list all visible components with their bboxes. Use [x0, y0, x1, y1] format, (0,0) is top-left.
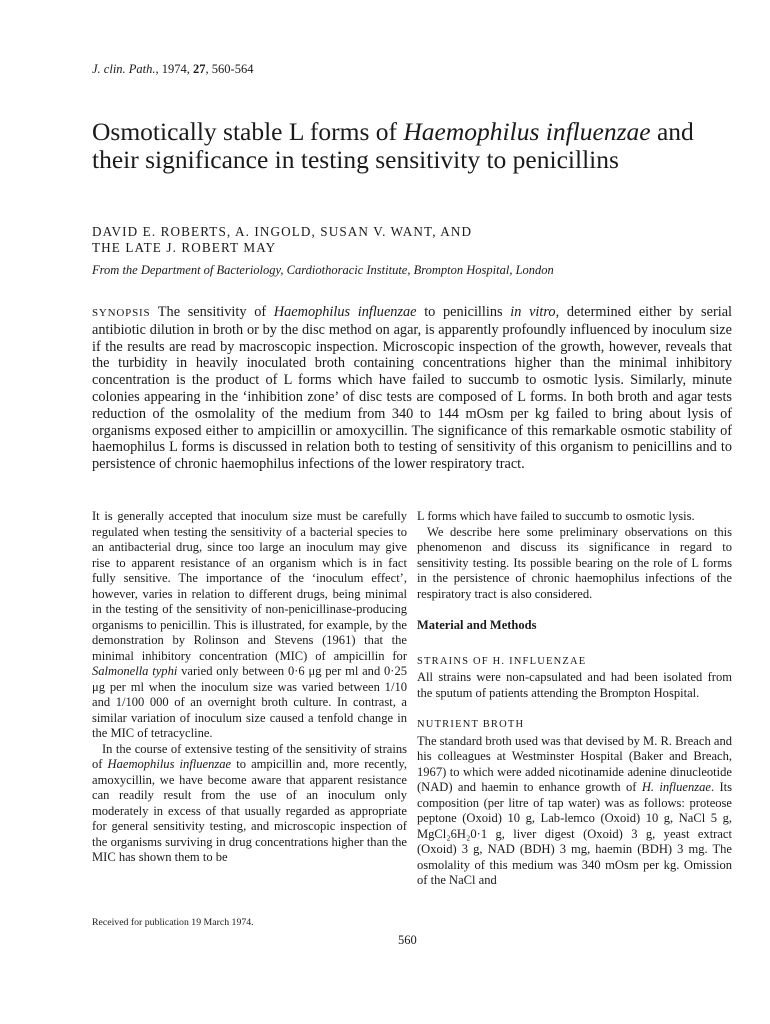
right-column [417, 509, 732, 889]
intro-paragraph-2: In the course of extensive testing of the sensitivity of strains of Haemophilus influenzae to ampicillin and, more recently, amoxycillin, we have become aware that apparent resistance can readily result from the use of an inoculum only moderately in excess of that usually regarded as appropriate for general sensitivity testing, and microscopic inspection of the organisms surviving in drug concentrations higher than the MIC has shown them to be [92, 741, 408, 864]
journal-volume: 27 [193, 62, 206, 76]
synopsis-label: SYNOPSIS [92, 307, 151, 319]
subheading-nutrient-broth: NUTRIENT BROTH [417, 719, 525, 730]
journal-citation [92, 62, 253, 77]
left-column [92, 509, 407, 866]
author-list: DAVID E. ROBERTS, A. INGOLD, SUSAN V. WANT, AND THE LATE J. ROBERT MAY [92, 224, 473, 255]
journal-year: , 1974, [155, 62, 194, 76]
broth-paragraph: The standard broth used was that devised by M. R. Breach and his colleagues at Westminster Hospital (Baker and Breach, 1967) to which were added nicotinamide adenine dinucleotide (NAD) and haemin to enhance growth of H. influenzae. Its composition (per litre of tap water) was as follows: proteose peptone (Oxoid) 10 g, Lab-lemco (Oxoid) 10 g, NaCl 5 g, MgCl₂6H₂0·1 g, liver digest (Oxoid) 3 g, yeast extract (Oxoid) 3 g, NAD (BDH) 3 mg, haemin (BDH) 3 mg. The osmolality of this medium was 340 mOsm per kg. Omission of the NaCl and [417, 733, 732, 887]
intro-paragraph-4: We describe here some preliminary observations on this phenomenon and discuss its significance in regard to sensitivity testing. Its possible bearing on the role of L forms in the persistence of chronic haemophilus infections of the respiratory tract is also considered. [417, 524, 732, 601]
received-note: Received for publication 19 March 1974. [92, 917, 254, 928]
strains-paragraph: All strains were non-capsulated and had been isolated from the sputum of patients attending the Brompton Hospital. [417, 670, 732, 700]
page-number: 560 [398, 933, 417, 947]
intro-paragraph-3: L forms which have failed to succumb to osmotic lysis. [417, 509, 695, 523]
journal-name: J. clin. Path. [92, 62, 156, 76]
subheading-strains: STRAINS OF H. INFLUENZAE [417, 655, 587, 667]
synopsis: SYNOPSIS The sensitivity of Haemophilus influenzae to penicillins in vitro, determined either by serial antibiotic dilution in broth or by the disc method on agar, is apparently profoundly influenced by inoculum size if the results are read by macroscopic inspection. Microscopic inspection of the growth, however, reveals that the turbidity in heavily inoculated broth containing concentrations higher than the minimal inhibitory concentration is the product of L forms which have failed to succumb to osmotic lysis. Similarly, minute colonies appearing in the ‘inhibition zone’ of disc tests are composed of L forms. In both broth and agar tests reduction of the osmolality of the medium from 340 to 144 mOsm per kg failed to bring about lysis of organisms exposed either to ampicillin or amoxycillin. The significance of this remarkable osmotic stability of haemophilus L forms is discussed in relation both to testing of sensitivity of this organism to penicillins and to persistence of chronic haemophilus infections of the lower respiratory tract. [92, 304, 733, 473]
affiliation: From the Department of Bacteriology, Cardiothoracic Institute, Brompton Hospital, London [92, 263, 554, 277]
intro-paragraph-1: It is generally accepted that inoculum size must be carefully regulated when testing the sensitivity of a bacterial species to an antibacterial drug, since too large an inoculum may give rise to apparent resistance of an organism which is in fact fully sensitive. The importance of the ‘inoculum effect’, however, varies in relation to different drugs, being minimal in the testing of the sensitivity of non-penicillinase-producing organisms to penicillin. This is illustrated, for example, by the demonstration by Rolinson and Stevens (1961) that the minimal inhibitory concentration (MIC) of ampicillin for Salmonella typhi varied only between 0·6 μg per ml and 0·25 μg per ml when the inoculum size was varied between 1/10 and 1/100 000 of an overnight broth culture. In contrast, a similar variation of inoculum size caused a tenfold change in the MIC of tetracycline. [92, 509, 407, 740]
section-heading-methods: Material and Methods [417, 618, 537, 632]
article-title: Osmotically stable L forms of Haemophilus influenzae and their significance in testing sensitivity to penicillins [92, 117, 694, 174]
journal-pages: , 560-564 [205, 62, 254, 76]
